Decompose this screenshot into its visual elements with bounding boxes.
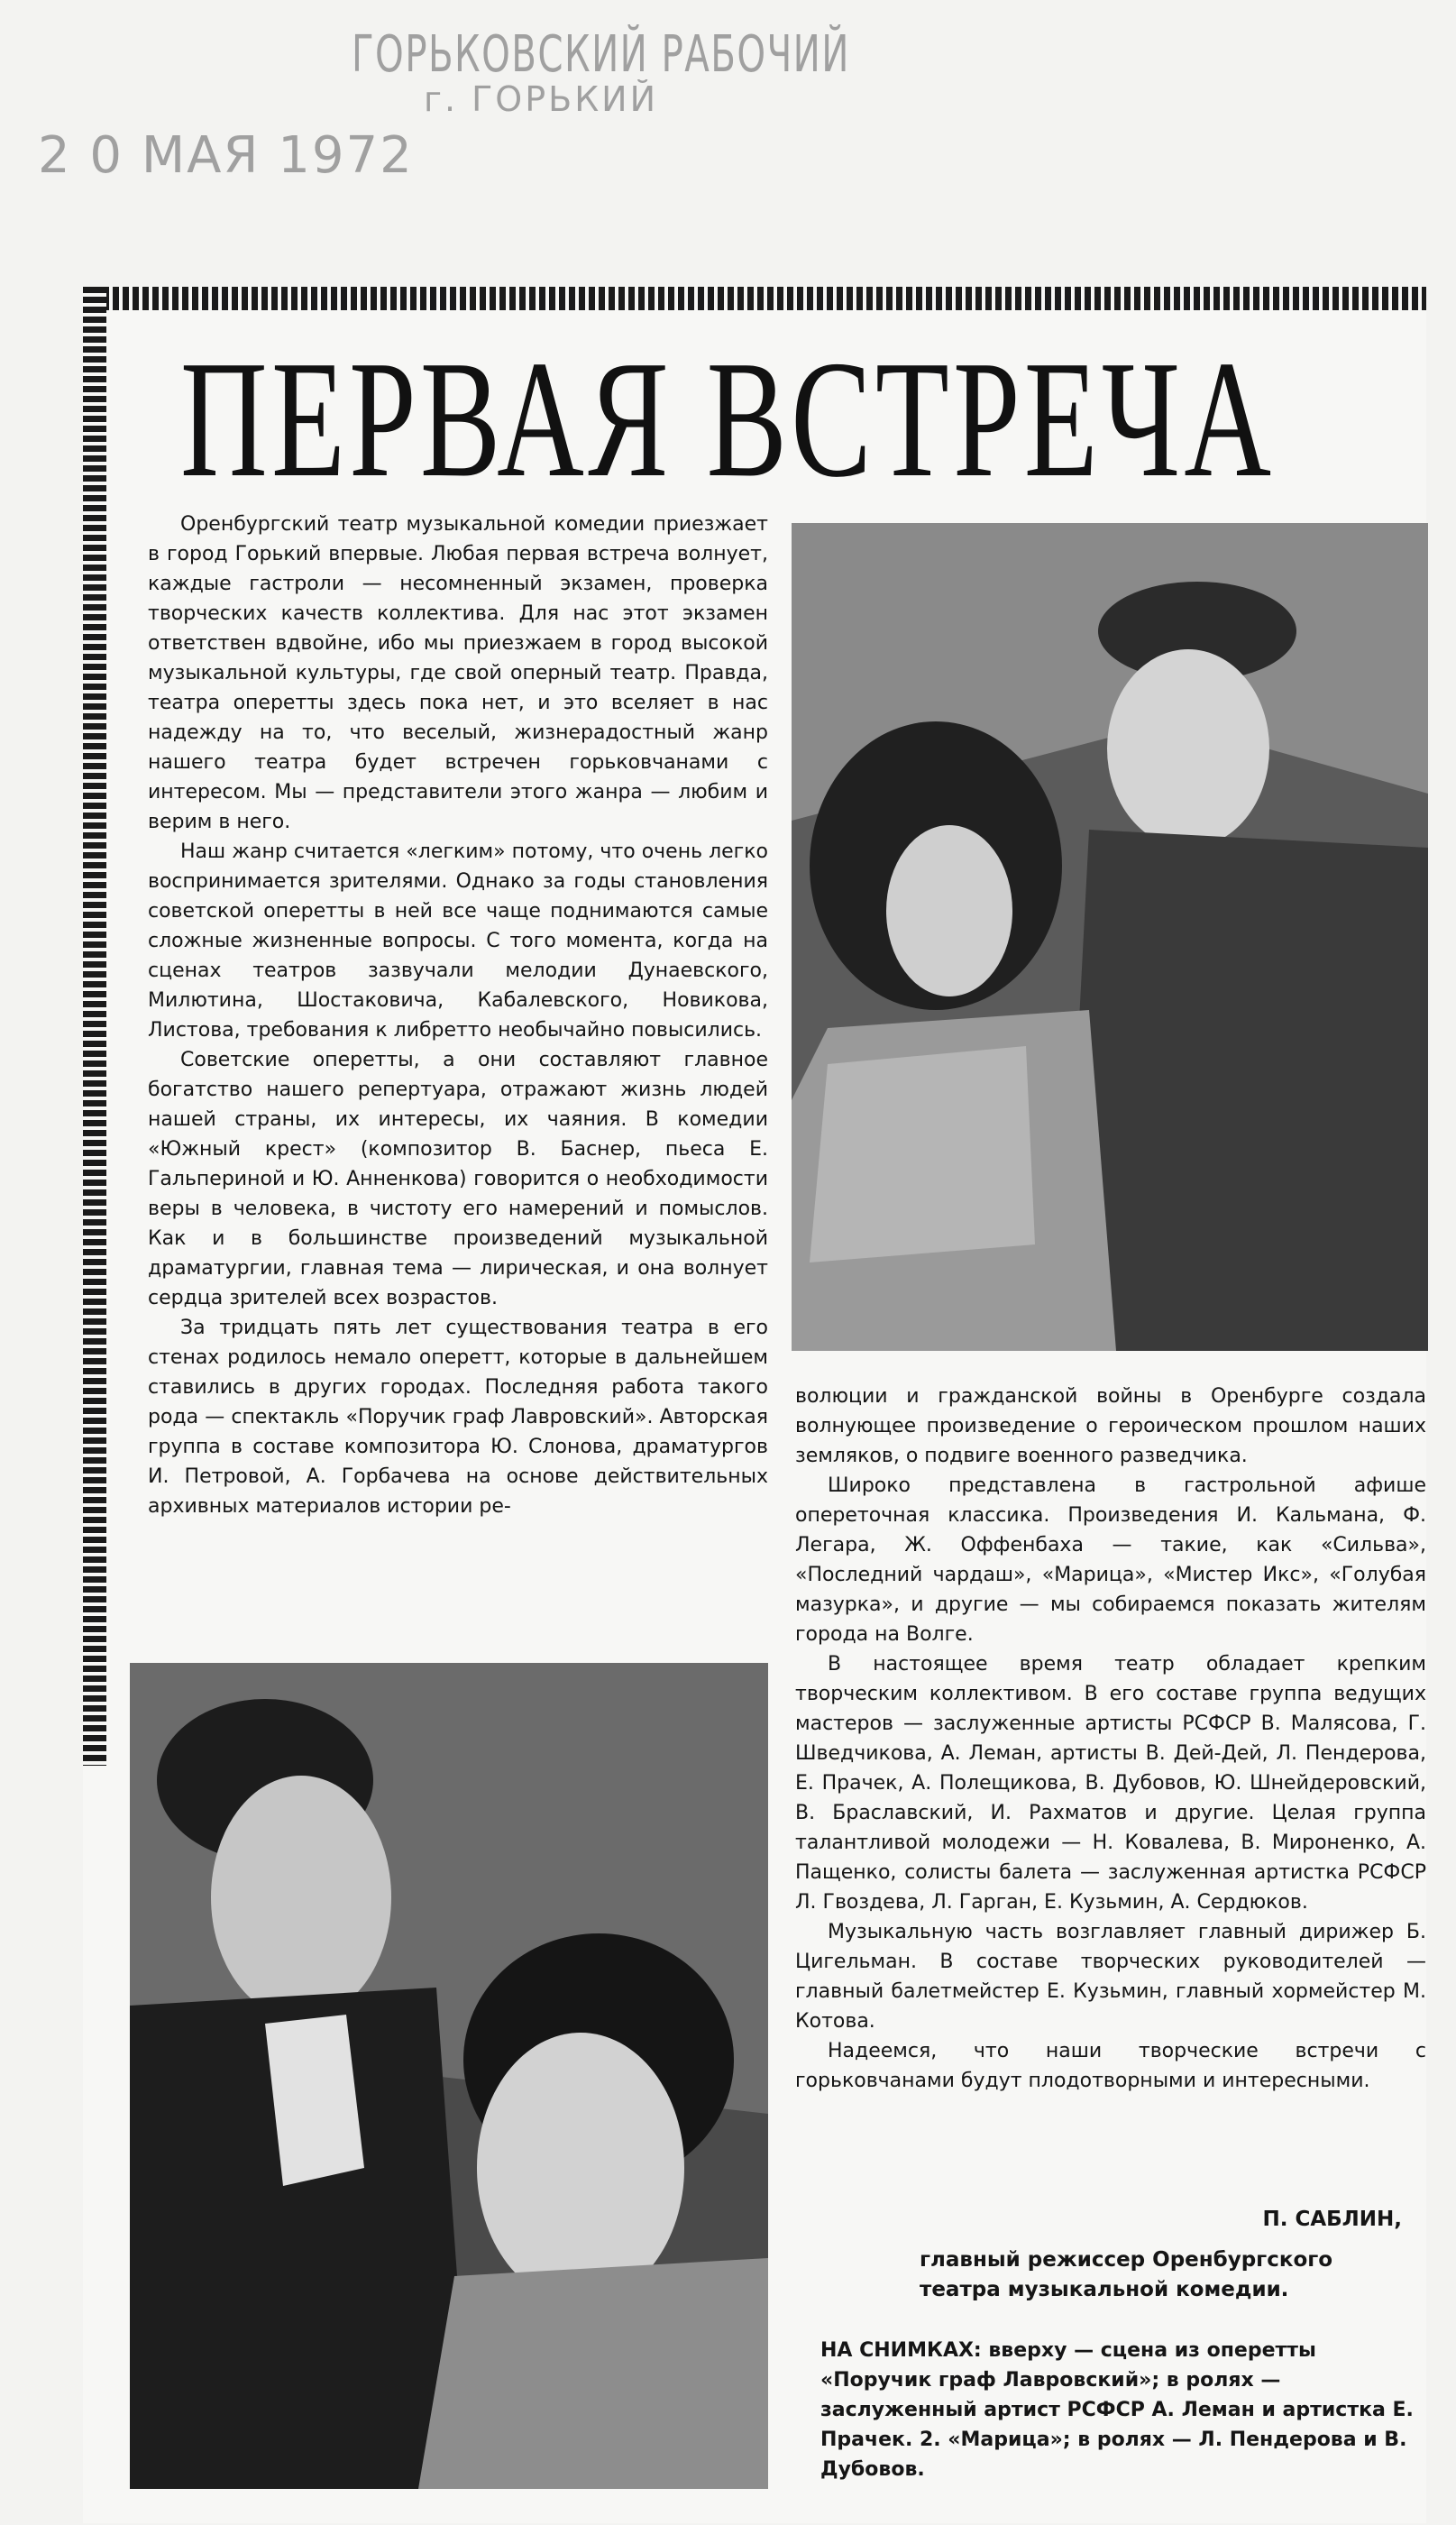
right-paragraph-2: Широко представлена в гастрольной афише опереточная классика. Произведения И. Кальмана, Ф. Легара, Ж. Оффенбаха — такие, как «Сильва», «Последний чардаш», «Марица», «Мистер Икс», «Голубая мазурка», и другие — мы собираемся показать жителям города на Волге. — [795, 1474, 1426, 1646]
stamp-city: г. ГОРЬКИЙ — [424, 79, 659, 119]
right-paragraph-1: волюции и гражданской войны в Оренбурге создала волнующее произведение о героическом прошлом наших земляков, о подвиге военного разведчика. — [795, 1385, 1426, 1467]
right-paragraph-4: Музыкальную часть возглавляет главный дирижер Б. Цигельман. В составе творческих руководителей — главный балетмейстер Е. Кузьмин, главный хормейстер М. Котова. — [795, 1921, 1426, 2033]
photo-scene-maritza — [130, 1663, 768, 2489]
article-left-column — [148, 510, 768, 1521]
stamp-newspaper-name: ГОРЬКОВСКИЙ РАБОЧИЙ — [352, 25, 850, 84]
right-paragraph-5: Надеемся, что наши творческие встречи с горьковчанами будут плодотворными и интересными. — [795, 2040, 1426, 2092]
photo-bottom-illustration — [130, 1663, 768, 2489]
decorative-left-border — [83, 287, 106, 1766]
stamp-date: 2 0 МАЯ 1972 — [38, 126, 414, 185]
article-headline: ПЕРВАЯ ВСТРЕЧА — [180, 326, 1276, 512]
photo-captions: НА СНИМКАХ: вверху — сцена из оперетты «Поручик граф Лавровский»; в ролях — заслуженный артист РСФСР А. Леман и артистка Е. Прачек. 2. «Марица»; в ролях — Л. Пендерова и В. Дубовов. — [820, 2339, 1414, 2481]
left-paragraph-3: Советские оперетты, а они составляют главное богатство нашего репертуара, отражают жизнь людей нашей страны, их интересы, их чаяния. В комедии «Южный крест» (композитор В. Баснер, пьеса Е. Гальпериной и Ю. Анненкова) говорится о необходимости веры в человека, в чистоту его намерений и помыслов. Как и в большинстве произведений музыкальной драматургии, главная тема — лирическая, и она волнует сердца зрителей всех возрастов. — [148, 1049, 768, 1309]
left-paragraph-1: Оренбургский театр музыкальной комедии приезжает в город Горький впервые. Любая первая встреча волнует, каждые гастроли — несомненный экзамен, проверка творческих качеств коллектива. Для нас этот экзамен ответствен вдвойне, ибо мы приезжаем в город высокой музыкальной культуры, где свой оперный театр. Правда, театра оперетты здесь пока нет, и это вселяет в нас надежду на то, что веселый, жизнерадостный жанр нашего театра будет встречен горьковчанами с интересом. Мы — представители этого жанра — любим и верим в него. — [148, 513, 768, 833]
photo-top-illustration — [792, 523, 1428, 1351]
left-paragraph-4: За тридцать пять лет существования театра в его стенах родилось немало оперетт, которые в дальнейшем ставились в других городах. Последняя работа такого рода — спектакль «Поручик граф Лавровский». Авторская группа в составе композитора Ю. Слонова, драматургов И. Петровой, А. Горбачева на основе действительных архивных материалов истории ре- — [148, 1317, 768, 1518]
right-paragraph-3: В настоящее время театр обладает крепким творческим коллективом. В его составе группа ведущих мастеров — заслуженные артисты РСФСР В. Малясова, Г. Шведчикова, А. Леман, артисты В. Дей-Дей, Л. Пендерова, Е. Прачек, А. Полещикова, В. Дубовов, Ю. Шнейдеровский, В. Браславский, И. Рахматов и другие. Целая группа талантливой молодежи — Н. Ковалева, В. Мироненко, А. Пащенко, солисты балета — заслуженная артистка РСФСР Л. Гвоздева, Л. Гарган, Е. Кузьмин, А. Сердюков. — [795, 1653, 1426, 1914]
decorative-top-border — [83, 287, 1426, 310]
author-title: главный режиссер Оренбургского театра музыкальной комедии. — [920, 2248, 1333, 2301]
photo-scene-poruchik-graf-lavrovsky — [792, 523, 1428, 1351]
left-paragraph-2: Наш жанр считается «легким» потому, что очень легко воспринимается зрителями. Однако за годы становления советской оперетты в ней все чаще поднимаются самые сложные жизненные вопросы. С того момента, когда на сценах театров зазвучали мелодии Дунаевского, Милютина, Шостаковича, Кабалевского, Новикова, Листова, требования к либретто необычайно повысились. — [148, 840, 768, 1042]
article-right-column — [795, 1382, 1426, 2096]
author-signature: П. САБЛИН, — [1262, 2208, 1402, 2231]
